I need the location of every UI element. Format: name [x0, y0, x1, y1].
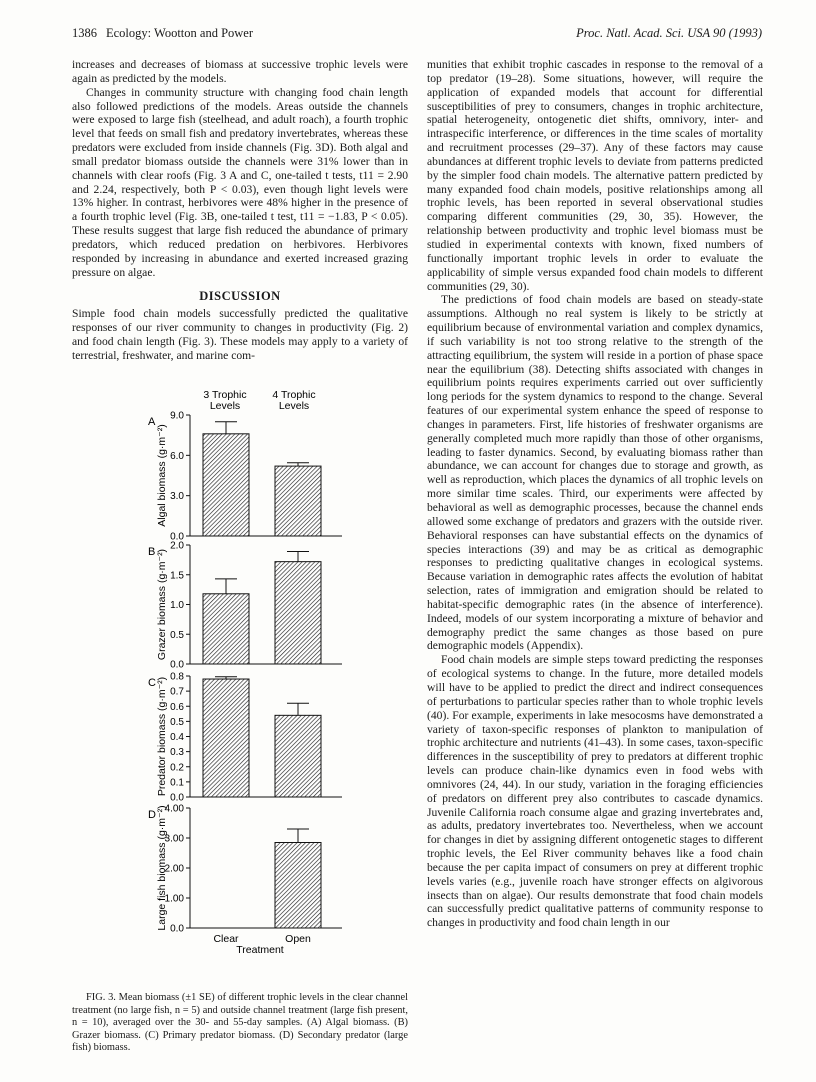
figure-3	[72, 380, 408, 992]
right-column	[427, 58, 763, 930]
bar-open	[275, 843, 321, 929]
y-tick-label: 0.0	[170, 923, 184, 935]
paragraph: The predictions of food chain models are based on steady-state assumptions. Although no real system is likely to be strictly at equilibrium because of environmental variation and complex dynamics, if such variability is not too strong relative to the strength of the attracting equilibrium, the system will reside in a portion of phase space near the equilibrium (38). Detecting shifts associated with changes in equilibrium points requires experiments carried out over sufficiently long periods for the system dynamics to respond to the change. Several features of our experimental system enhance the speed of response to changes in parameters. First, life histories of freshwater organisms are generally completed much more rapidly than those of other organisms, leading to faster dynamics. Second, by evaluating biomass rather than abundance, we can account for changes due to storage and growth, as well as reproduction, which places the dynamics of all trophic levels on more similar time scales. Third, our experiments were affected by behavioral as well as demographic processes, because the channel ends allowed some exchange of predators and grazers with the outside river. Behavioral responses can have substantial effects on the dynamics of species interactions (39) and may be as critical as demographic responses to predicting qualitative changes in ecological systems. Because variation in demographic rates affects the evolution of habitat selection, rates of immigration and emigration should be related to habitat-specific demographic rates (in the absence of interference). Indeed, models of our system incorporating a mixture of behavior and demography predict the same changes as those based on pure demographic models (Appendix).	[427, 293, 763, 653]
y-tick-label: 0.4	[170, 732, 184, 743]
y-tick-label: 0.8	[170, 671, 184, 683]
y-tick-label: 0.7	[170, 686, 184, 698]
x-tick-label: Open	[285, 933, 311, 945]
y-tick-label: 3.00	[164, 833, 184, 845]
y-tick-label: 0.2	[170, 762, 184, 774]
x-tick-label: Clear	[213, 933, 239, 945]
bar-open	[275, 562, 321, 664]
paragraph: Changes in community structure with changing food chain length also followed predictions of the models. Areas outside the channels were exposed to large fish (steelhead, and adult roach), a fourth trophic level that feeds on small fish and predatory invertebrates, whereas these predators were excluded from inside channels (Fig. 3D). Both algal and small predator biomass outside the channels were 31% lower than in channels with clear roofs (Fig. 3 A and C, one-tailed t tests, t11 = 2.90 and 2.24, respectively, both P < 0.03), even though light levels were 13% higher. In contrast, herbivores were 48% higher in the presence of a fourth trophic level (Fig. 3B, one-tailed t test, t11 = −1.83, P < 0.05). These results suggest that large fish reduced the abundance of primary predators, which reduced predation on herbivores. Herbivores responded by increasing in abundance and exerted increased grazing pressure on algae.	[72, 85, 408, 279]
y-tick-label: 2.0	[170, 540, 184, 552]
y-tick-label: 1.00	[164, 893, 184, 905]
x-axis-label: Treatment	[236, 944, 284, 956]
running-title: Ecology: Wootton and Power	[106, 26, 254, 40]
section-heading: DISCUSSION	[199, 288, 281, 303]
paragraph: Food chain models are simple steps toward predicting the responses of ecological systems to change. In the future, more detailed models will have to be applied to predict the direct and indirect consequences of perturbations to particular species rather than to whole trophic levels (40). For example, experiments in lake mesocosms have demonstrated a variety of taxon-specific responses of plankton to manipulation of trophic architecture and nutrients (41–43). In some cases, taxon-specific differences in the susceptibility of prey to predators at different trophic levels can produce chain-like dynamics even in food webs with omnivores (24, 44). In our study, variation in the foraging efficiencies of predators on different prey also contributes to cascade dynamics. Juvenile California roach consume algae and grazing invertebrates and, as adults, predatory invertebrates too. Nevertheless, when we account for changes in diet by assigning different ontogenetic stages to different trophic levels, the Eel River community behaves like a food chain because the per capita impact of consumers on prey at different trophic levels varies (e.g., juvenile roach have stronger effects on algivorous insects than on algae). Our results demonstrate that food chain models can successfully predict qualitative patterns of community response to changes in productivity and food chain length in our	[427, 653, 763, 930]
left-column	[72, 58, 408, 363]
y-tick-label: 2.00	[164, 863, 184, 875]
y-tick-label: 9.0	[170, 410, 184, 422]
bar-clear	[203, 679, 249, 797]
y-axis-label: Large fish biomass (g·m⁻²)	[156, 805, 168, 931]
y-tick-label: 4.00	[164, 803, 184, 815]
y-tick-label: 0.5	[170, 629, 184, 641]
y-axis-label: Grazer biomass (g·m⁻²)	[156, 548, 168, 661]
y-tick-label: 1.5	[170, 570, 184, 582]
page-header	[72, 26, 762, 44]
y-tick-label: 0.1	[170, 777, 184, 789]
y-tick-label: 0.6	[170, 701, 184, 713]
bar-clear	[203, 434, 249, 536]
y-tick-label: 0.0	[170, 792, 184, 804]
figure-3-chart	[72, 380, 408, 992]
panel-label: C	[148, 677, 156, 689]
figure-caption	[72, 992, 408, 1055]
paragraph: increases and decreases of biomass at successive trophic levels were again as predicted by the models.	[72, 58, 408, 85]
paragraph: Simple food chain models successfully predicted the qualitative responses of our river community to changes in productivity (Fig. 2) and food chain length (Fig. 3). These models may apply to a variety of terrestrial, freshwater, and marine com-	[72, 307, 408, 362]
column-header: 3 Trophic Levels	[203, 389, 247, 412]
panel-label: B	[148, 546, 156, 558]
y-tick-label: 1.0	[170, 600, 184, 611]
y-axis-label: Predator biomass (g·m⁻²)	[156, 676, 168, 797]
column-header: 4 Trophic Levels	[272, 389, 316, 412]
journal-citation: Proc. Natl. Acad. Sci. USA 90 (1993)	[576, 26, 762, 40]
y-tick-label: 0.3	[170, 747, 184, 759]
y-axis-label: Algal biomass (g·m⁻²)	[156, 424, 168, 527]
y-tick-label: 0.0	[170, 531, 184, 543]
y-tick-label: 6.0	[170, 450, 184, 462]
y-tick-label: 3.0	[170, 491, 184, 503]
panel-label: D	[148, 809, 156, 821]
panel-label: A	[148, 416, 156, 428]
bar-open	[275, 715, 321, 797]
page-number: 1386	[72, 26, 97, 40]
y-tick-label: 0.5	[170, 716, 184, 728]
caption-text: FIG. 3. Mean biomass (±1 SE) of different trophic levels in the clear channel treatment (no large fish, n = 5) and outside channel treatment (large fish present, n = 10), averaged over the 30- and 55-day samples. (A) Algal biomass. (B) Grazer biomass. (C) Primary predator biomass. (D) Secondary predator (large fish) biomass.	[72, 992, 408, 1054]
y-tick-label: 0.0	[170, 659, 184, 671]
paragraph: munities that exhibit trophic cascades in response to the removal of a top predator (19–28). Some situations, however, will require the application of expanded models that account for differential susceptibilities of prey to consumers, changes in trophic architecture, spatial heterogeneity, ontogenetic diet shifts, omnivory, inter- and intraspecific interference, or differences in the time scales of mortality and recruitment processes (29–37). Any of these factors may cause abundances at different trophic levels to deviate from patterns predicted by the simpler food chain models. The alternative pattern predicted by many expanded food chain models, positive relationships among all trophic levels, has been reported in several observational studies comparing different communities (29, 30, 35). However, the relationship between productivity and trophic level biomass must be studied in experimental contexts with known, fixed numbers of functionally important trophic levels in order to evaluate the applicability of simple versus expanded food chain models to different communities (29, 30).	[427, 58, 763, 293]
bar-clear	[203, 594, 249, 664]
bar-open	[275, 466, 321, 536]
